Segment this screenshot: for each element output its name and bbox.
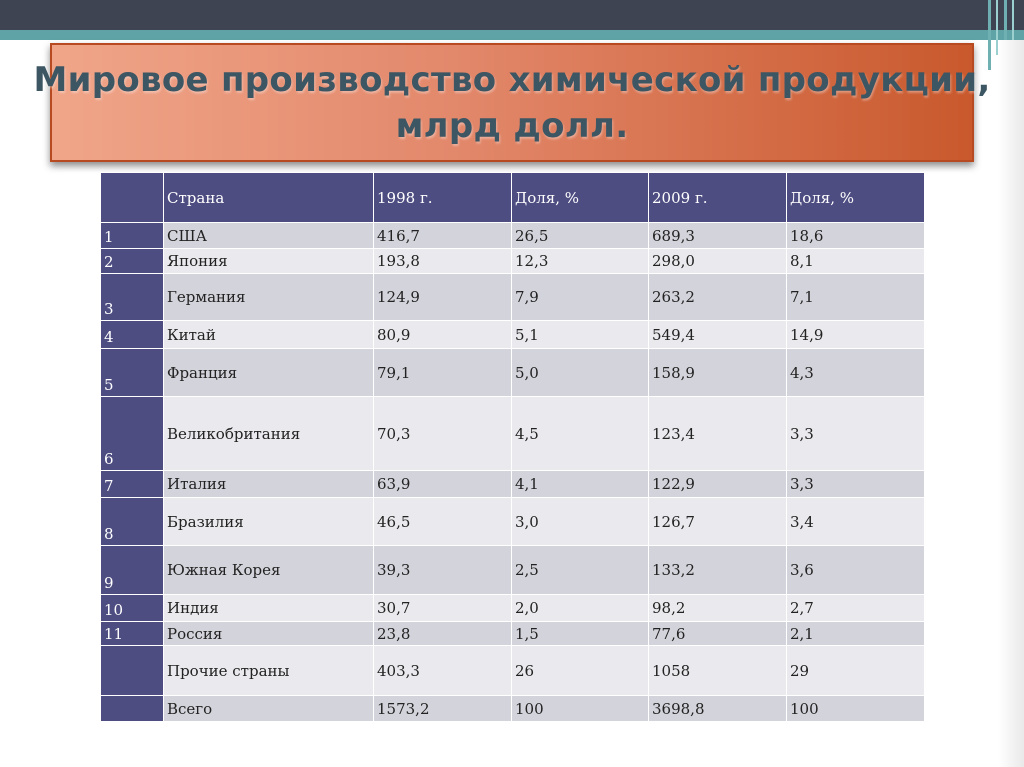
share-1998-cell: 7,9	[512, 274, 649, 321]
value-2009-cell: 1058	[649, 646, 787, 696]
value-1998-cell: 79,1	[374, 349, 512, 397]
table-row	[101, 595, 925, 622]
table-row	[101, 397, 925, 471]
value-2009-cell: 298,0	[649, 249, 787, 274]
share-1998-cell: 100	[512, 696, 649, 722]
row-number	[101, 696, 164, 722]
value-1998-cell: 124,9	[374, 274, 512, 321]
share-2009-cell: 14,9	[787, 321, 925, 349]
table-row	[101, 274, 925, 321]
country-cell: Германия	[164, 274, 374, 321]
country-cell: Китай	[164, 321, 374, 349]
row-number: 7	[101, 471, 164, 498]
value-1998-cell: 39,3	[374, 546, 512, 595]
top-bar	[0, 0, 1024, 30]
value-2009-cell: 3698,8	[649, 696, 787, 722]
country-cell: Прочие страны	[164, 646, 374, 696]
country-cell: Япония	[164, 249, 374, 274]
table-row	[101, 646, 925, 696]
share-1998-cell: 26	[512, 646, 649, 696]
country-cell: Франция	[164, 349, 374, 397]
value-1998-cell: 46,5	[374, 498, 512, 546]
share-2009-cell: 3,3	[787, 471, 925, 498]
table-row	[101, 696, 925, 722]
slide-title-line2: млрд долл.	[395, 105, 629, 146]
table-row	[101, 546, 925, 595]
table-header-row	[101, 173, 925, 223]
table-row	[101, 471, 925, 498]
title-banner	[33, 43, 991, 162]
slide-title-line1: Мировое производство химической продукции,	[33, 59, 991, 100]
share-2009-cell: 3,6	[787, 546, 925, 595]
share-1998-cell: 3,0	[512, 498, 649, 546]
table-row	[101, 622, 925, 646]
share-1998-cell: 2,5	[512, 546, 649, 595]
row-number: 2	[101, 249, 164, 274]
share-2009-cell: 2,1	[787, 622, 925, 646]
value-2009-cell: 123,4	[649, 397, 787, 471]
value-1998-cell: 416,7	[374, 223, 512, 249]
value-1998-cell: 1573,2	[374, 696, 512, 722]
share-1998-cell: 2,0	[512, 595, 649, 622]
country-cell: США	[164, 223, 374, 249]
table-row	[101, 249, 925, 274]
country-cell: Великобритания	[164, 397, 374, 471]
country-cell: Италия	[164, 471, 374, 498]
row-number: 4	[101, 321, 164, 349]
header-share-1998: Доля, %	[512, 173, 649, 223]
share-1998-cell: 5,1	[512, 321, 649, 349]
value-2009-cell: 263,2	[649, 274, 787, 321]
share-1998-cell: 12,3	[512, 249, 649, 274]
row-number	[101, 646, 164, 696]
row-number: 1	[101, 223, 164, 249]
header-number	[101, 173, 164, 223]
row-number: 8	[101, 498, 164, 546]
header-2009: 2009 г.	[649, 173, 787, 223]
row-number: 9	[101, 546, 164, 595]
chemical-production-table	[100, 172, 925, 722]
value-1998-cell: 70,3	[374, 397, 512, 471]
value-2009-cell: 126,7	[649, 498, 787, 546]
row-number: 3	[101, 274, 164, 321]
header-1998: 1998 г.	[374, 173, 512, 223]
share-1998-cell: 4,1	[512, 471, 649, 498]
value-1998-cell: 63,9	[374, 471, 512, 498]
value-1998-cell: 193,8	[374, 249, 512, 274]
share-1998-cell: 5,0	[512, 349, 649, 397]
table-row	[101, 223, 925, 249]
share-2009-cell: 100	[787, 696, 925, 722]
share-2009-cell: 3,3	[787, 397, 925, 471]
share-2009-cell: 3,4	[787, 498, 925, 546]
table-row	[101, 498, 925, 546]
top-accent-stripe	[0, 30, 1024, 40]
value-2009-cell: 549,4	[649, 321, 787, 349]
country-cell: Россия	[164, 622, 374, 646]
value-1998-cell: 30,7	[374, 595, 512, 622]
value-1998-cell: 23,8	[374, 622, 512, 646]
row-number: 5	[101, 349, 164, 397]
country-cell: Индия	[164, 595, 374, 622]
country-cell: Бразилия	[164, 498, 374, 546]
share-2009-cell: 8,1	[787, 249, 925, 274]
header-share-2009: Доля, %	[787, 173, 925, 223]
row-number: 10	[101, 595, 164, 622]
value-1998-cell: 403,3	[374, 646, 512, 696]
table-row	[101, 349, 925, 397]
value-1998-cell: 80,9	[374, 321, 512, 349]
share-2009-cell: 29	[787, 646, 925, 696]
value-2009-cell: 158,9	[649, 349, 787, 397]
value-2009-cell: 77,6	[649, 622, 787, 646]
share-1998-cell: 26,5	[512, 223, 649, 249]
table-row	[101, 321, 925, 349]
country-cell: Южная Корея	[164, 546, 374, 595]
country-cell: Всего	[164, 696, 374, 722]
row-number: 6	[101, 397, 164, 471]
table-body	[101, 223, 925, 722]
value-2009-cell: 133,2	[649, 546, 787, 595]
value-2009-cell: 122,9	[649, 471, 787, 498]
row-number: 11	[101, 622, 164, 646]
value-2009-cell: 98,2	[649, 595, 787, 622]
value-2009-cell: 689,3	[649, 223, 787, 249]
share-2009-cell: 7,1	[787, 274, 925, 321]
share-2009-cell: 2,7	[787, 595, 925, 622]
share-2009-cell: 18,6	[787, 223, 925, 249]
share-2009-cell: 4,3	[787, 349, 925, 397]
header-country: Страна	[164, 173, 374, 223]
share-1998-cell: 1,5	[512, 622, 649, 646]
share-1998-cell: 4,5	[512, 397, 649, 471]
slide-edge-shadow	[998, 40, 1024, 767]
